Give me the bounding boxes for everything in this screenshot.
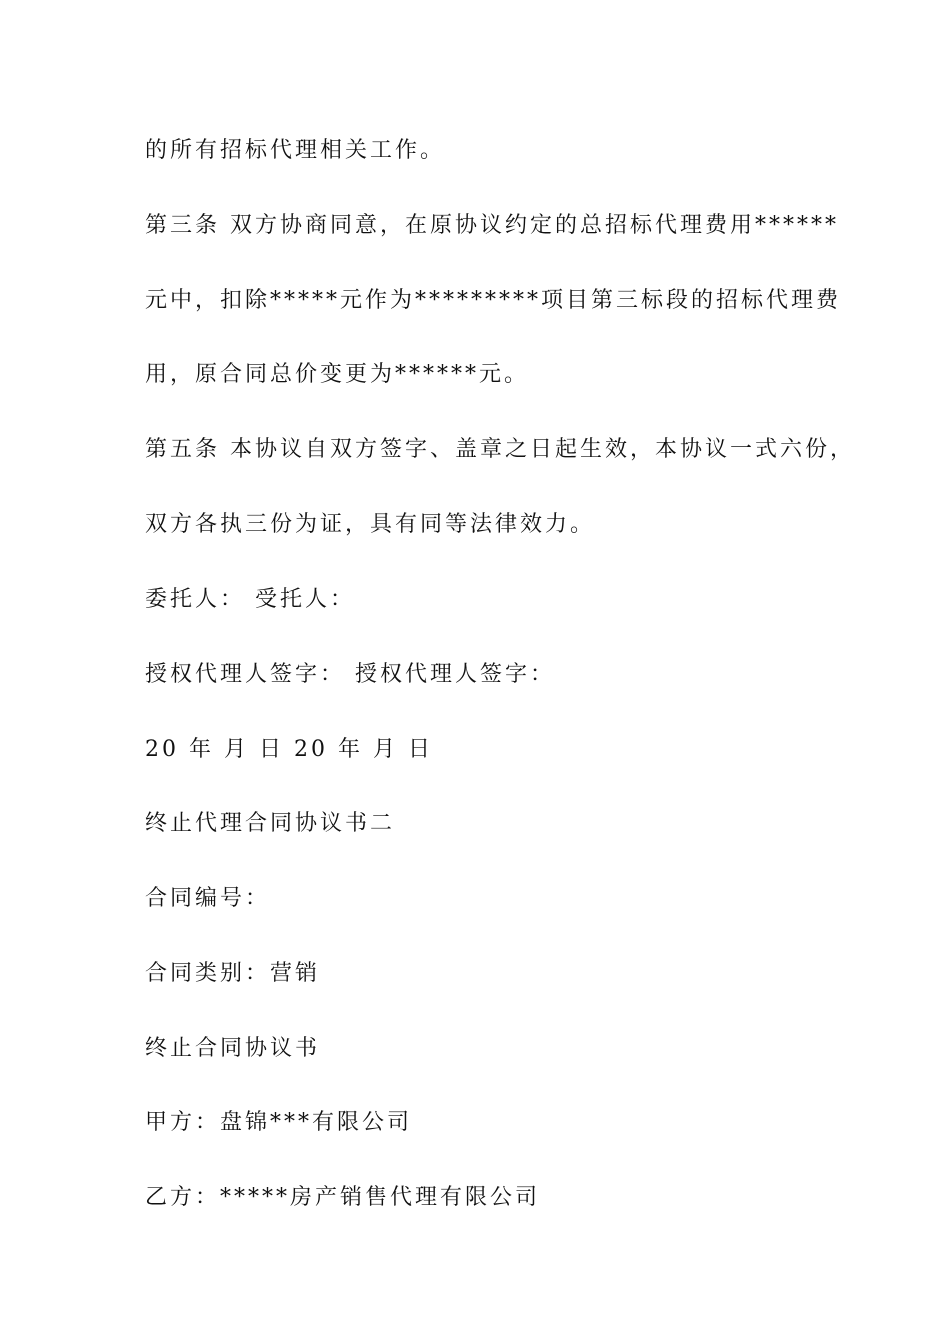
section-title: 终止代理合同协议书二: [145, 811, 396, 836]
article-5-line-1: 第五条 本协议自双方签字、盖章之日起生效，本协议一式六份，: [145, 437, 855, 462]
article-3-line-1: 第三条 双方协商同意，在原协议约定的总招标代理费用******: [145, 213, 839, 238]
contract-number: 合同编号：: [145, 886, 271, 911]
article-3-line-3: 用，原合同总价变更为******元。: [145, 362, 530, 387]
agent-signature-line: 授权代理人签字： 授权代理人签字：: [145, 662, 555, 687]
parties-signature-line: 委托人： 受托人：: [145, 587, 355, 612]
agreement-title: 终止合同协议书: [145, 1036, 321, 1061]
date-line: 20 年 月 日 20 年 月 日: [145, 737, 433, 762]
party-b: 乙方：*****房产销售代理有限公司: [145, 1185, 541, 1210]
article-3-line-2: 元中，扣除*****元作为*********项目第三标段的招标代理费: [145, 288, 842, 313]
article-5-line-2: 双方各执三份为证，具有同等法律效力。: [145, 512, 596, 537]
text-line: 的所有招标代理相关工作。: [145, 138, 446, 163]
party-a: 甲方：盘锦***有限公司: [145, 1110, 413, 1135]
contract-category: 合同类别：营销: [145, 961, 321, 986]
